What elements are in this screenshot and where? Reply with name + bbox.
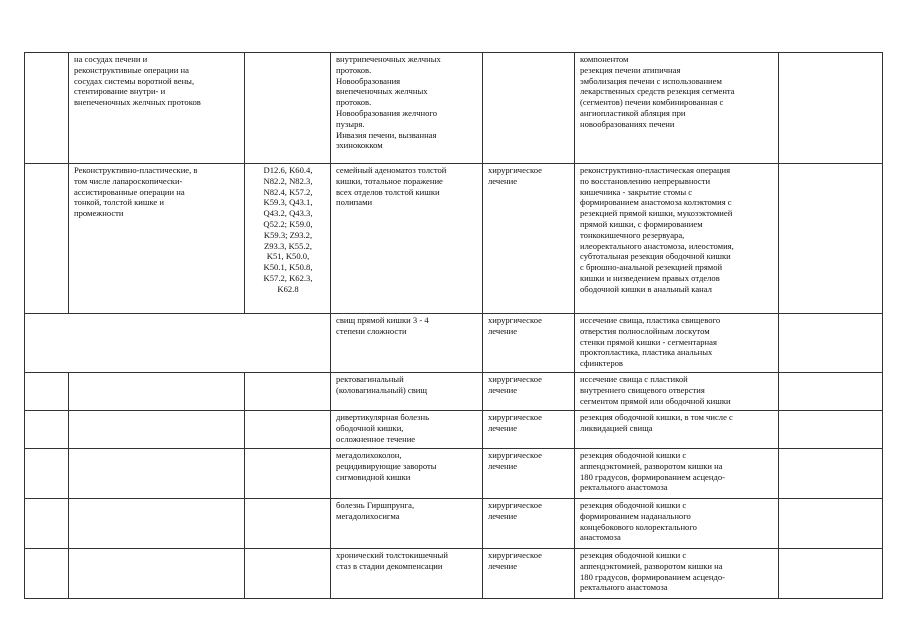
icd-codes-cell	[245, 53, 331, 164]
diagnosis-cell-line: мегадолихоколон,	[336, 450, 402, 460]
diagnosis-cell-line: пузыря.	[336, 118, 365, 129]
treatment-method-cell-line: субтотальная резекция ободочной кишки	[580, 251, 731, 262]
treatment-method-cell-line: сфинктеров	[580, 358, 623, 369]
diagnosis-cell-line: кишки, тотальное поражение	[336, 175, 443, 186]
diagnosis-cell	[331, 314, 483, 373]
diagnosis-cell	[331, 549, 483, 599]
procedure-name-cell-line: сосудах системы воротной вены,	[74, 75, 195, 86]
procedure-name-cell-line: том числе лапароскопически-	[74, 175, 183, 186]
diagnosis-cell-line: ректовагинальный	[336, 374, 404, 384]
treatment-method-cell	[575, 411, 779, 449]
treatment-method-cell	[575, 314, 779, 373]
cost-cell	[779, 53, 883, 164]
treatment-method-cell	[575, 373, 779, 411]
treatment-type-cell	[483, 411, 575, 449]
diagnosis-cell-line: протоков.	[336, 97, 372, 108]
treatment-method-cell-line: иссечение свища, пластика свищевого	[580, 315, 721, 325]
cost-cell	[779, 549, 883, 599]
cost-cell	[779, 449, 883, 499]
procedure-name-cell	[69, 53, 245, 164]
treatment-type-cell-line: лечение	[488, 560, 518, 571]
table-row	[25, 53, 883, 164]
diagnosis-cell-line: ободочной кишки,	[336, 422, 404, 433]
treatment-type-cell	[483, 164, 575, 314]
cost-cell	[779, 499, 883, 549]
treatment-method-cell-line: ободочной кишки в анальный канал	[580, 283, 712, 294]
diagnosis-cell-line: сигмовидной кишки	[336, 471, 411, 482]
treatment-method-cell-line: резекция ободочной кишки с	[580, 550, 687, 560]
diagnosis-cell-line: протоков.	[336, 64, 372, 75]
treatment-method-cell-line: отверстия полнослойным лоскутом	[580, 325, 710, 336]
procedure-name-cell-line: реконструктивные операции на	[74, 64, 189, 75]
treatment-method-cell	[575, 549, 779, 599]
treatment-type-cell-line: хирургическое	[488, 500, 542, 510]
procedure-name-cell-line: на сосудах печени и	[74, 54, 148, 64]
treatment-method-cell-line: анастомоза	[580, 532, 621, 543]
treatment-method-cell-line: ангиопластикой абляция при	[580, 107, 686, 118]
treatment-method-cell-line: резекция ободочной кишки с	[580, 450, 687, 460]
row-number-cell	[25, 499, 69, 549]
treatment-method-cell-line: резекция ободочной кишки, в том числе с	[580, 412, 733, 422]
treatment-method-cell-line: с брюшно-анальной резекцией прямой	[580, 262, 723, 273]
icd-codes-cell-line: K57.2, K62.3,	[263, 272, 313, 283]
treatment-method-cell-line: 180 градусов, формированием асцендо-	[580, 471, 726, 482]
icd-codes-cell	[245, 373, 331, 411]
table-body	[25, 53, 883, 599]
treatment-type-cell	[483, 449, 575, 499]
cost-cell	[779, 411, 883, 449]
row-number-cell	[25, 53, 69, 164]
treatment-method-cell-line: лекарственных средств резекция сегмента	[580, 86, 735, 97]
treatment-method-cell-line: формированием наданального	[580, 510, 691, 521]
icd-codes-cell-line: K51, K50.0,	[266, 251, 310, 262]
icd-codes-cell-line: Q52.2; K59.0,	[263, 218, 313, 229]
procedure-name-cell-line: промежности	[74, 208, 124, 219]
treatment-method-cell-line: кишечника - закрытие стомы с	[580, 186, 693, 197]
procedure-name-cell	[69, 411, 245, 449]
icd-codes-cell-line: K62.8	[277, 283, 299, 294]
table-row	[25, 164, 883, 314]
medical-procedures-table	[24, 52, 883, 599]
diagnosis-cell-line: всех отделов толстой кишки	[336, 186, 440, 197]
diagnosis-cell	[331, 373, 483, 411]
treatment-type-cell-line: хирургическое	[488, 450, 542, 460]
treatment-method-cell-line: проктопластика, пластика анальных	[580, 347, 713, 358]
treatment-method-cell-line: ректального анастомоза	[580, 482, 668, 493]
diagnosis-cell-line: (коловагинальный) свищ	[336, 384, 428, 395]
icd-codes-cell	[245, 411, 331, 449]
treatment-method-cell	[575, 499, 779, 549]
procedure-name-cell-line: ассистированные операции на	[74, 186, 185, 197]
diagnosis-cell-line: степени сложности	[336, 325, 407, 336]
cost-cell	[779, 314, 883, 373]
diagnosis-cell-line: внутрипеченочных желчных	[336, 54, 441, 64]
treatment-type-cell	[483, 373, 575, 411]
row-number-cell	[25, 373, 69, 411]
diagnosis-cell-line: свищ прямой кишки 3 - 4	[336, 315, 429, 325]
diagnosis-cell	[331, 411, 483, 449]
procedure-name-cell	[69, 549, 245, 599]
diagnosis-cell	[331, 164, 483, 314]
treatment-method-cell-line: иссечение свища с пластикой	[580, 374, 688, 384]
treatment-type-cell-line: хирургическое	[488, 550, 542, 560]
treatment-method-cell-line: резекция печени атипичная	[580, 64, 681, 75]
cost-cell	[779, 164, 883, 314]
icd-codes-cell-line: Z93.3, K55.2,	[264, 240, 312, 251]
table-row	[25, 373, 883, 411]
treatment-method-cell-line: концебокового колоректального	[580, 521, 697, 532]
treatment-method-cell-line: стенки прямой кишки - сегментарная	[580, 336, 717, 347]
treatment-type-cell-line: лечение	[488, 384, 518, 395]
treatment-method-cell-line: ликвидацией свища	[580, 422, 653, 433]
row-number-cell	[25, 449, 69, 499]
diagnosis-cell	[331, 449, 483, 499]
treatment-type-cell-line: хирургическое	[488, 412, 542, 422]
table-row	[25, 549, 883, 599]
row-number-cell	[25, 411, 69, 449]
row-number-cell	[25, 164, 69, 314]
treatment-method-cell-line: новообразованиях печени	[580, 118, 675, 129]
treatment-method-cell-line: аппендэктомией, разворотом кишки на	[580, 560, 723, 571]
treatment-type-cell-line: лечение	[488, 422, 518, 433]
treatment-method-cell-line: тонкокишечного резервуара,	[580, 229, 685, 240]
cost-cell	[779, 373, 883, 411]
treatment-method-cell	[575, 449, 779, 499]
treatment-method-cell-line: ректального анастомоза	[580, 582, 668, 593]
treatment-type-cell-line: лечение	[488, 325, 518, 336]
diagnosis-cell-line: мегадолихосигма	[336, 510, 400, 521]
diagnosis-cell-line: полипами	[336, 197, 373, 208]
icd-codes-cell	[245, 164, 331, 314]
procedure-name-cell	[69, 164, 245, 314]
icd-codes-cell	[245, 549, 331, 599]
treatment-type-cell-line: хирургическое	[488, 374, 542, 384]
diagnosis-cell-line: рецидивирующие завороты	[336, 460, 437, 471]
icd-codes-cell-line: N82.2, N82.3,	[263, 175, 313, 186]
treatment-method-cell	[575, 164, 779, 314]
treatment-method-cell	[575, 53, 779, 164]
treatment-method-cell-line: внутреннего свищевого отверстия	[580, 384, 705, 395]
diagnosis-cell-line: хронический толстокишечный	[336, 550, 448, 560]
treatment-method-cell-line: резекция ободочной кишки с	[580, 500, 687, 510]
table-row	[25, 411, 883, 449]
diagnosis-cell-line: стаз в стадии декомпенсации	[336, 560, 443, 571]
merged-empty-cell	[25, 314, 331, 373]
treatment-method-cell-line: компонентом	[580, 54, 629, 64]
treatment-method-cell-line: по восстановлению непрерывности	[580, 175, 711, 186]
diagnosis-cell-line: Инвазия печени, вызванная	[336, 129, 437, 140]
diagnosis-cell	[331, 499, 483, 549]
treatment-method-cell-line: аппендэктомией, разворотом кишки на	[580, 460, 723, 471]
procedure-name-cell	[69, 499, 245, 549]
treatment-method-cell-line: резекцией прямой кишки, мукозэктомией	[580, 208, 733, 219]
icd-codes-cell	[245, 449, 331, 499]
treatment-method-cell-line: прямой кишки, с формированием	[580, 218, 703, 229]
diagnosis-cell-line: эхинококком	[336, 140, 383, 151]
treatment-type-cell-line: лечение	[488, 510, 518, 521]
icd-codes-cell-line: D12.6, K60.4,	[263, 165, 313, 175]
procedure-name-cell-line: Реконструктивно-пластические, в	[74, 165, 198, 175]
treatment-method-cell-line: кишки и низведением правых отделов	[580, 272, 720, 283]
icd-codes-cell	[245, 499, 331, 549]
diagnosis-cell-line: семейный аденоматоз толстой	[336, 165, 447, 175]
table-row	[25, 449, 883, 499]
treatment-type-cell-line: хирургическое	[488, 315, 542, 325]
treatment-method-cell-line: реконструктивно-пластическая операция	[580, 165, 731, 175]
treatment-type-cell	[483, 549, 575, 599]
procedure-name-cell-line: стентирование внутри- и	[74, 86, 166, 97]
treatment-type-cell-line: лечение	[488, 175, 518, 186]
treatment-method-cell-line: формированием анастомоза колэктомия с	[580, 197, 732, 208]
icd-codes-cell-line: K59.3, Q43.1,	[263, 197, 313, 208]
treatment-type-cell	[483, 53, 575, 164]
diagnosis-cell	[331, 53, 483, 164]
diagnosis-cell-line: болезнь Гиршпрунга,	[336, 500, 415, 510]
table-row	[25, 499, 883, 549]
row-number-cell	[25, 549, 69, 599]
treatment-method-cell-line: сегментом прямой или ободочной кишки	[580, 395, 731, 406]
treatment-method-cell-line: (сегментов) печени комбинированная с	[580, 97, 724, 108]
diagnosis-cell-line: Новообразования	[336, 75, 401, 86]
procedure-name-cell-line: тонкой, толстой кишке и	[74, 197, 164, 208]
treatment-type-cell-line: лечение	[488, 460, 518, 471]
treatment-method-cell-line: илеоректального анастомоза, илеостомия,	[580, 240, 734, 251]
icd-codes-cell-line: Q43.2, Q43.3,	[263, 208, 313, 219]
treatment-type-cell-line: хирургическое	[488, 165, 542, 175]
treatment-method-cell-line: 180 градусов, формированием асцендо-	[580, 571, 726, 582]
procedure-name-cell	[69, 449, 245, 499]
treatment-method-cell-line: эмболизация печени с использованием	[580, 75, 722, 86]
table-row	[25, 314, 883, 373]
diagnosis-cell-line: осложненное течение	[336, 433, 416, 444]
icd-codes-cell-line: N82.4, K57.2,	[263, 186, 313, 197]
procedure-name-cell-line: внепеченочных желчных протоков	[74, 97, 201, 108]
diagnosis-cell-line: внепеченочных желчных	[336, 86, 428, 97]
treatment-type-cell	[483, 499, 575, 549]
icd-codes-cell-line: K50.1, K50.8,	[263, 262, 313, 273]
diagnosis-cell-line: дивертикулярная болезнь	[336, 412, 430, 422]
icd-codes-cell-line: K59.3; Z93.2,	[263, 229, 313, 240]
treatment-type-cell	[483, 314, 575, 373]
diagnosis-cell-line: Новообразования желчного	[336, 107, 438, 118]
procedure-name-cell	[69, 373, 245, 411]
